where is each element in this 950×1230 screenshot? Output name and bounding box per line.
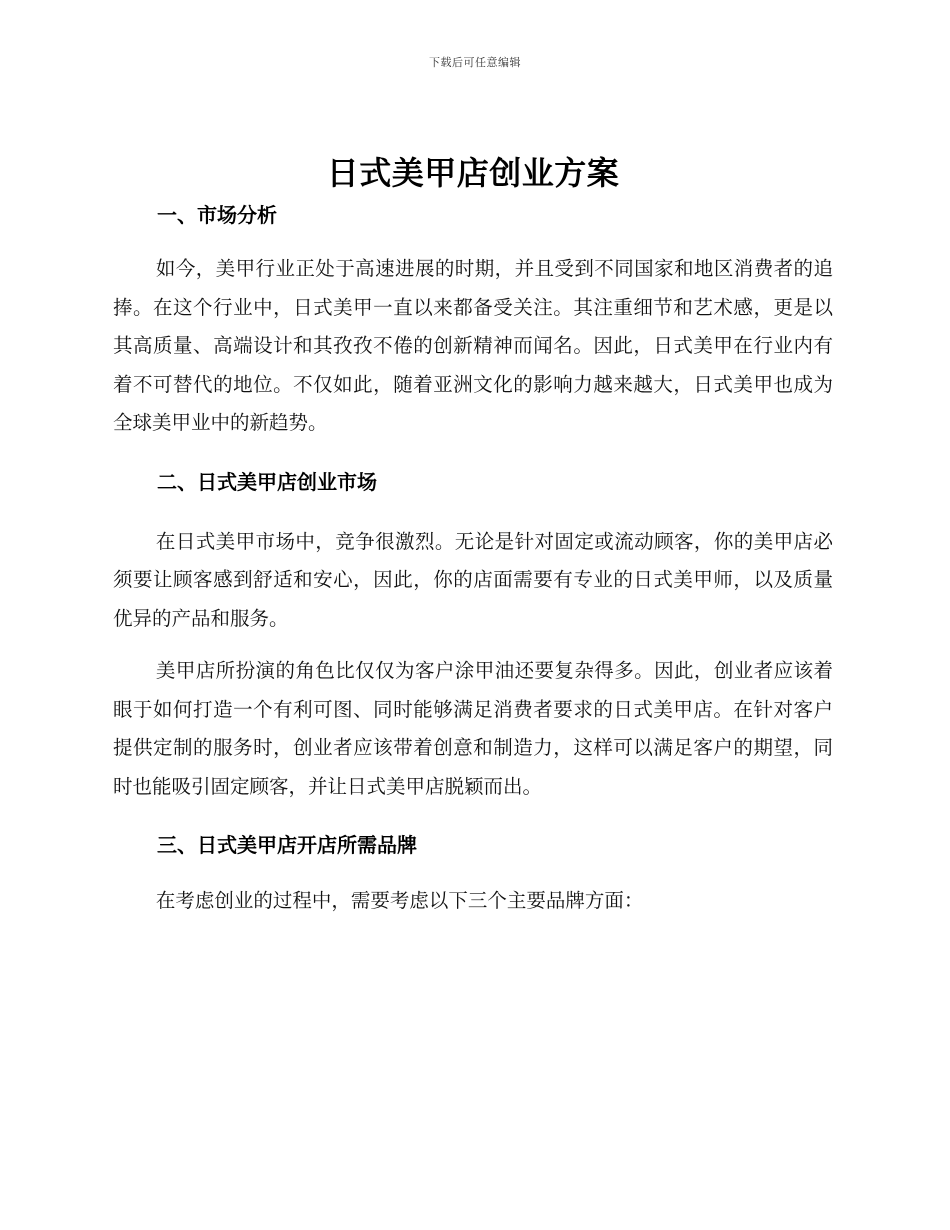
document-title: 日式美甲店创业方案 [326,154,620,192]
section-heading-market-analysis: 一、市场分析 [157,203,277,227]
paragraph-market-analysis: 如今，美甲行业正处于高速进展的时期，并且受到不同国家和地区消费者的追捧。在这个行业中，日式美甲一直以来都备受关注。其注重细节和艺术感，更是以其高质量、高端设计和其孜孜不倦的创新精神而闻名。因此，日式美甲在行业内有着不可替代的地位。不仅如此，随着亚洲文化的影响力越来越大，日式美甲也成为全球美甲业中的新趋势。 [113,257,833,434]
section-heading-startup-market: 二、日式美甲店创业市场 [157,469,377,494]
document-body [113,150,833,921]
section-heading-required-brands: 三、日式美甲店开店所需品牌 [157,833,417,857]
paragraph-startup-market-1: 在日式美甲市场中，竞争很激烈。无论是针对固定或流动顾客，你的美甲店必须要让顾客感到舒适和安心，因此，你的店面需要有专业的日式美甲师，以及质量优异的产品和服务。 [113,529,833,630]
paragraph-required-brands: 在考虑创业的过程中，需要考虑以下三个主要品牌方面： [155,889,644,912]
paragraph-startup-market-2: 美甲店所扮演的角色比仅仅为客户涂甲油还要复杂得多。因此，创业者应该着眼于如何打造一个有利可图、同时能够满足消费者要求的日式美甲店。在针对客户提供定制的服务时，创业者应该带着创意和制造力，这样可以满足客户的期望，同时也能吸引固定顾客，并让日式美甲店脱颖而出。 [113,659,833,798]
header-note: 下载后可任意编辑 [429,56,521,69]
